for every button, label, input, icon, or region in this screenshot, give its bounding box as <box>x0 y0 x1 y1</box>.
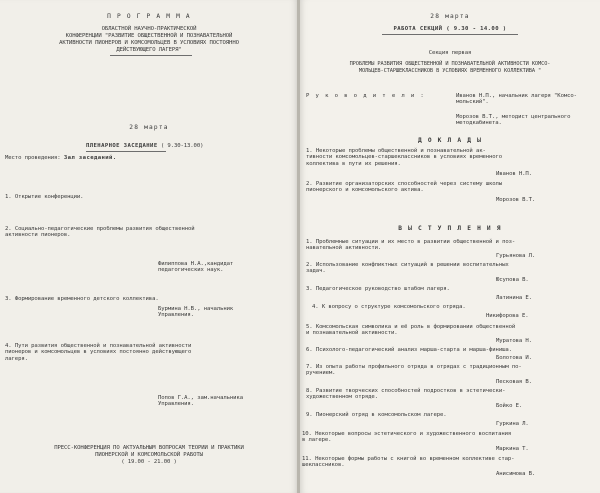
leader-entry: Иванов Н.П., начальник лагеря "Комсо- мольский". <box>456 93 577 106</box>
talk-text: Некоторые вопросы эстетического и художественного воспитания в лагере. <box>302 431 512 444</box>
item-speaker: Бурмина Н.В., начальник Управления. <box>158 306 234 319</box>
program-subtitle-line: ОБЛАСТНОЙ НАУЧНО-ПРАКТИЧЕСКОЙ <box>101 26 197 32</box>
plenary-item <box>5 296 159 302</box>
talk-number: 1. <box>306 239 313 245</box>
talk-item <box>306 388 505 401</box>
talk-item <box>306 347 512 353</box>
left-page <box>0 0 298 493</box>
talk-number: 2. <box>306 262 313 268</box>
work-title-underline <box>382 34 518 35</box>
talk-speaker: Бойко Е. <box>496 403 523 409</box>
talk-item <box>312 304 466 310</box>
program-subtitle-line: КОНФЕРЕНЦИИ "РАЗВИТИЕ ОБЩЕСТВЕННОЙ И ПОЗНАВАТЕЛЬНОЙ <box>65 33 233 39</box>
item-text: Пути развития общественной и познавательной активности пионеров и комсомольцев в условиях постоянно действующего лагеря. <box>5 343 192 362</box>
talk-text: Развитие творческих способностей подростков в эстетически- художественном отряде. <box>306 388 506 401</box>
talk-item <box>306 239 515 252</box>
talk-speaker: Никифорова Е. <box>486 313 529 319</box>
section-label: Секция первая <box>428 50 472 56</box>
talk-speaker: Латинина Е. <box>496 295 532 301</box>
report-speaker: Иванов Н.П. <box>496 171 532 177</box>
talk-text: Некоторые формы работы с книгой во временном коллективе стар- шеклассников. <box>302 456 515 469</box>
session-time: ( 9.30-13.00) <box>160 143 204 149</box>
plenary-item <box>5 343 191 362</box>
program-subtitle-line: ДЕЙСТВУЮЩЕГО ЛАГЕРЯ" <box>116 47 182 53</box>
venue-line <box>5 155 117 161</box>
item-text: Социально-педагогические проблемы развития общественной активности пионеров. <box>5 226 195 239</box>
talk-number: 11. <box>302 456 312 462</box>
talk-item <box>302 431 511 444</box>
program-heading: П Р О Г Р А М М А <box>107 13 191 20</box>
talk-text: Проблемные ситуации и их место в развитии общественной и поз- навательной активности. <box>306 239 516 252</box>
plenary-item <box>5 226 195 239</box>
talk-speaker: Анисимова В. <box>496 471 536 477</box>
talk-text: Педагогическое руководство штабом лагеря. <box>315 286 450 292</box>
sections-work-title: РАБОТА СЕКЦИЙ ( 9.30 - 14.00 ) <box>393 26 507 32</box>
talk-number: 6. <box>306 347 313 353</box>
talk-text: Комсомольская символика и её роль в формировании общественной и познавательной активности. <box>306 324 516 337</box>
press-conference-line: ПИОНЕРСКОЙ И КОМСОМОЛЬСКОЙ РАБОТЫ <box>95 452 203 458</box>
report-text: Развитие организаторских способностей через систему школы пионерского и комсомольского актива. <box>306 181 503 194</box>
leader-entry: Морозов В.Т., методист центрального методкабинета. <box>456 114 571 127</box>
item-text: Формирование временного детского коллектива. <box>14 296 159 302</box>
program-subtitle-line: АКТИВНОСТИ ПИОНЕРОВ И КОМСОМОЛЬЦЕВ В УСЛОВИЯХ ПОСТОЯННО <box>59 40 239 46</box>
talk-number: 7. <box>306 364 313 370</box>
talk-item <box>306 324 515 337</box>
talk-speaker: Гуркина Л. <box>496 421 529 427</box>
talk-number: 10. <box>302 431 312 437</box>
reports-heading: Д О К Л А Д Ы <box>417 137 483 144</box>
talk-text: К вопросу о структуре комсомольского отряда. <box>321 304 466 310</box>
venue-label: Место проведения: <box>5 155 61 161</box>
talks-heading: В Ы С Т У П Л Е Н И Я <box>398 225 502 232</box>
press-conference-line: ПРЕСС-КОНФЕРЕНЦИЯ ПО АКТУАЛЬНЫМ ВОПРОСАМ ТЕОРИИ И ПРАКТИКИ <box>54 445 244 451</box>
talk-speaker: Болотова И. <box>496 355 532 361</box>
talk-speaker: Муратова Н. <box>496 338 532 344</box>
report-speaker: Морозов В.Т. <box>496 197 536 203</box>
report-item <box>306 181 502 194</box>
item-number: 3. <box>5 296 12 302</box>
leaders-label: Р у к о в о д и т е л и : <box>306 93 426 99</box>
plenary-underline <box>86 151 166 152</box>
session-title: ПЛЕНАРНОЕ ЗАСЕДАНИЕ <box>86 143 158 149</box>
report-item <box>306 148 502 167</box>
item-text: Открытие конференции. <box>14 194 84 200</box>
talk-number: 4. <box>312 304 319 310</box>
talk-item <box>306 364 522 377</box>
talk-number: 3. <box>306 286 313 292</box>
venue-value: Зал заседаний. <box>63 155 117 161</box>
talk-speaker: Гурьянова Л. <box>496 253 536 259</box>
talk-item <box>306 412 447 418</box>
talk-item <box>306 262 509 275</box>
talk-number: 8. <box>306 388 313 394</box>
talk-speaker: Песковая В. <box>496 379 532 385</box>
talk-item <box>302 456 514 469</box>
subtitle-underline <box>110 55 192 56</box>
plenary-title <box>86 143 203 149</box>
report-number: 2. <box>306 181 313 187</box>
talk-text: Пионерский отряд в комсомольском лагере. <box>315 412 447 418</box>
talk-text: Из опыта работы профильного отряда в отрядах с традиционным по- ручением. <box>306 364 522 377</box>
talk-item <box>306 286 450 292</box>
section-title-line: ПРОБЛЕМЫ РАЗВИТИЯ ОБЩЕСТВЕННОЙ И ПОЗНАВАТЕЛЬНОЙ АКТИВНОСТИ КОМСО- <box>349 61 551 67</box>
press-conference-time: ( 19.00 - 21.00 ) <box>121 459 177 465</box>
talk-speaker: Юсупова В. <box>496 277 529 283</box>
talk-speaker: Маркина Т. <box>496 446 529 452</box>
item-speaker: Попов Г.А., зам.начальника Управления. <box>158 395 243 408</box>
section-title-line: МОЛЬЦЕВ-СТАРШЕКЛАССНИКОВ В УСЛОВИЯХ ВРЕМЕННОГО КОЛЛЕКТИВА " <box>358 68 542 74</box>
plenary-item <box>5 194 83 200</box>
sections-date: 28 марта <box>430 13 470 20</box>
item-speaker: Филиппова Н.А.,кандидат педагогических наук. <box>158 261 234 274</box>
talk-number: 5. <box>306 324 313 330</box>
talk-text: Психолого-педагогический анализ марша-старта и марша-финиша. <box>315 347 512 353</box>
item-number: 2. <box>5 226 12 232</box>
item-number: 4. <box>5 343 12 349</box>
talk-number: 9. <box>306 412 313 418</box>
item-number: 1. <box>5 194 12 200</box>
plenary-date: 28 марта <box>129 124 169 131</box>
right-page <box>300 0 600 493</box>
talk-text: Использование конфликтных ситуаций в решении воспитательных задач. <box>306 262 509 275</box>
report-text: Некоторые проблемы общественной и познавательной ак- тивности комсомольцев-старшеклассников в условиях временного коллектива в пути их решения. <box>306 148 503 167</box>
report-number: 1. <box>306 148 313 154</box>
